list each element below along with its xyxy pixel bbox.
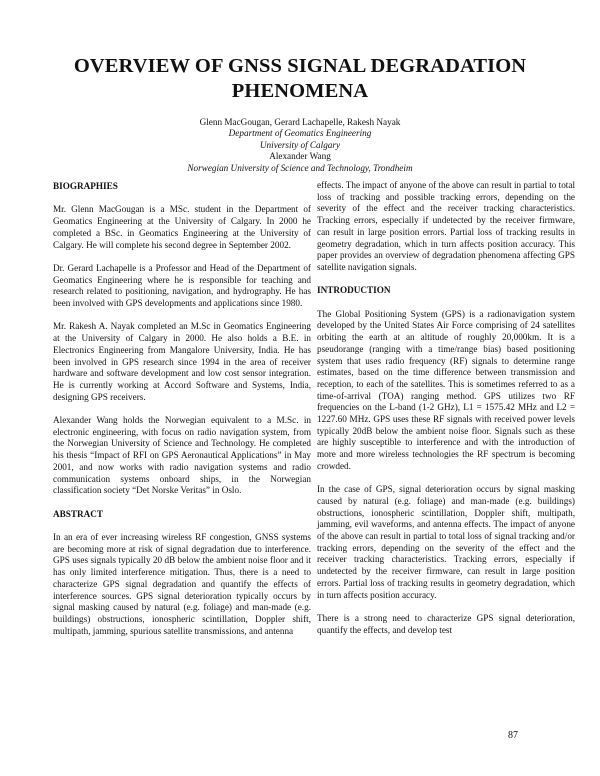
paragraph: effects. The impact of anyone of the above can result in partial to total loss of tracking and possible tracking errors, depending on the severity of the effect and the receiver tracking characteristics. Tracking errors, especially if undetected by the receiver firmware, can result in large position errors. Partial loss of tracking results in geometry degradation, which in turn affects position accuracy. This paper provides an overview of degradation phenomena affecting GPS satellite navigation signals. — [317, 180, 575, 272]
page-number: 87 — [508, 730, 518, 741]
author-line: Glenn MacGougan, Gerard Lachapelle, Rakesh Nayak — [199, 117, 401, 127]
author-block — [60, 117, 540, 174]
paragraph: In an era of ever increasing wireless RF congestion, GNSS systems are becoming more at risk of signal degradation due to interference. GPS uses signals typically 20 dB below the ambient noise floor and it has only limited interference mitigation. Thus, there is a need to characterize GPS signal degradation and quantify the effects of interference sources. GPS signal deterioration typically occurs by signal masking caused by natural (e.g. foliage) and man-made (e.g. buildings) obstructions, ionospheric scintillation, Doppler shift, multipath, jamming, spurious satellite transmissions, and antenna — [53, 532, 311, 636]
section-heading: INTRODUCTION — [317, 285, 391, 296]
author-line: Alexander Wang — [269, 151, 331, 162]
section-heading: ABSTRACT — [53, 508, 104, 519]
right-column — [317, 180, 575, 648]
paragraph: There is a strong need to characterize GPS signal deterioration, quantify the effects, and develop test — [317, 612, 575, 635]
left-column — [53, 181, 311, 649]
paragraph: Dr. Gerard Lachapelle is a Professor and Head of the Department of Geomatics Engineering where he is responsible for teaching and research related to positioning, navigation, and hydrography. He has been involved with GPS developments and applications since 1980. — [53, 262, 311, 308]
paragraph: The Global Positioning System (GPS) is a radionavigation system developed by the United States Air Force comprising of 24 satellites orbiting the earth at an altitude of roughly 20,000km. It is a pseudorange (ranging with a time/range bias) based positioning system that uses radio frequency (RF) signals to determine range estimates, based on the time difference between transmission and reception, to each of the satellites. This is sometimes referred to as a time-of-arrival (TOA) ranging method. GPS utilizes two RF frequencies on the L-band (1-2 GHz), L1 = 1575.42 MHz and L2 = 1227.60 MHz. GPS uses these RF signals with received power levels typically 20dB below the ambient noise floor. Signals such as these are highly susceptible to interference and with the introduction of more and more wireless technologies the RF spectrum is becoming crowded. — [317, 308, 575, 471]
paper-title: OVERVIEW OF GNSS SIGNAL DEGRADATION PHENOMENA — [73, 55, 527, 102]
paragraph: Alexander Wang holds the Norwegian equivalent to a M.Sc. in electronic engineering, with focus on radio navigation system, from the Norwegian University of Science and Technology. He completed his thesis “Impact of RFI on GPS Aeronautical Applications” in May 2001, and now works with radio navigation systems and radio communication systems onboard ships, in the Norwegian classification society “Det Norske Veritas” in Oslo. — [53, 415, 311, 496]
author-line: Norwegian University of Science and Technology, Trondheim — [187, 162, 413, 173]
paragraph: Mr. Glenn MacGougan is a MSc. student in the Department of Geomatics Engineering at the University of Calgary. In 2000 he completed a BSc. in Geomatics Engineering at the University of Calgary. He will complete his second degree in September 2002. — [53, 204, 311, 250]
author-line: University of Calgary — [259, 139, 341, 150]
paragraph: In the case of GPS, signal deterioration occurs by signal masking caused by natural (e.g. foliage) and man-made (e.g. buildings) obstructions, ionospheric scintillation, Doppler shift, multipath, jamming, evil waveforms, and antenna effects. The impact of anyone of the above can result in partial to total loss of signal tracking and/or tracking errors, depending on the severity of the effect and the receiver tracking characteristics. Tracking errors, especially if undetected by the receiver firmware, can result in large position errors. Partial loss of tracking results in geometry degradation, which in turn affects position accuracy. — [317, 484, 575, 600]
section-heading: BIOGRAPHIES — [53, 181, 118, 191]
author-line: Department of Geomatics Engineering — [228, 128, 372, 139]
paragraph: Mr. Rakesh A. Nayak completed an M.Sc in Geomatics Engineering at the University of Calgary in 2000. He also holds a B.E. in Electronics Engineering from Mangalore University, India. He has been involved in GPS research since 1994 in the area of receiver hardware and software development and low cost sensor integration. He is currently working at Accord Software and Systems, India, designing GPS receivers. — [53, 321, 311, 402]
